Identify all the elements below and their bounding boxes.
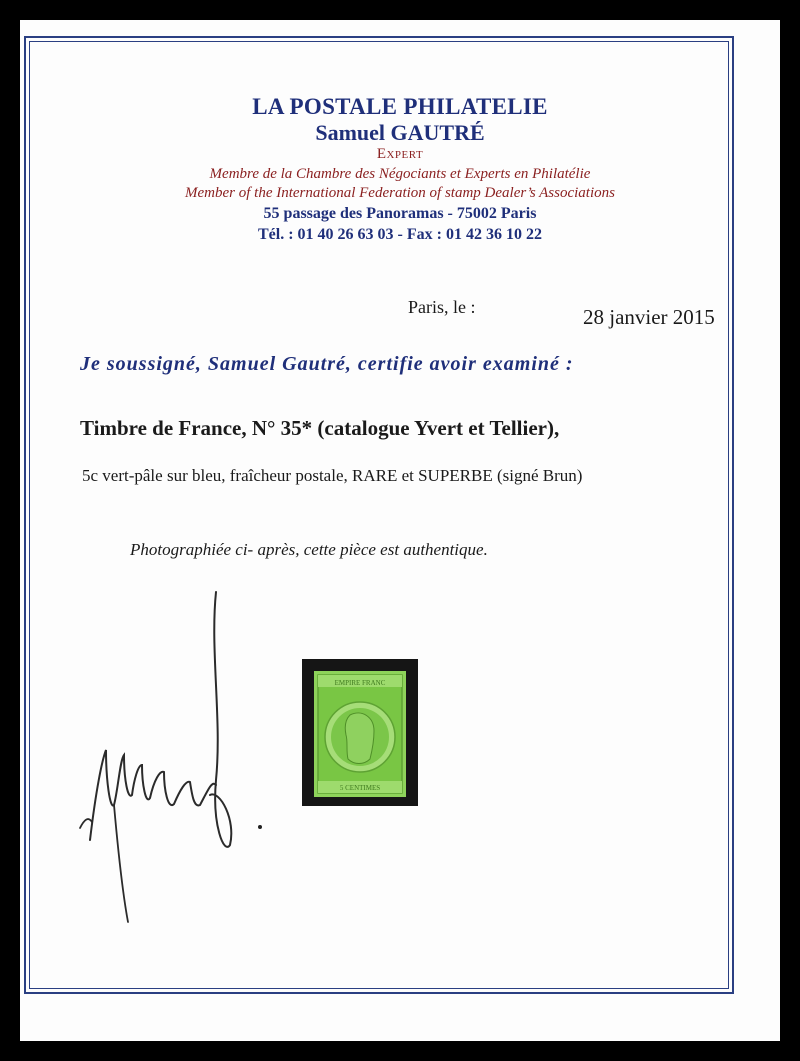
address: 55 passage des Panoramas - 75002 Paris bbox=[263, 205, 537, 222]
signature-dot bbox=[258, 825, 262, 829]
place-label: Paris, le : bbox=[408, 297, 476, 317]
membership-french: Membre de la Chambre des Négociants et Experts en Philatélie bbox=[209, 166, 591, 182]
stamp-top-inscription: EMPIRE FRANC bbox=[334, 679, 386, 687]
expert-title: Expert bbox=[376, 146, 424, 162]
stamp-description: 5c vert-pâle sur bleu, fraîcheur postale, RARE et SUPERBE (signé Brun) bbox=[82, 466, 583, 485]
signature bbox=[70, 590, 280, 925]
stamp-photo bbox=[302, 659, 418, 806]
expert-name: Samuel GAUTRÉ bbox=[315, 120, 485, 145]
certification-statement: Je soussigné, Samuel Gautré, certifie avoir examiné : bbox=[80, 353, 574, 375]
company-name: LA POSTALE PHILATELIE bbox=[252, 94, 548, 119]
authenticity-note: Photographiée ci- après, cette pièce est authentique. bbox=[130, 540, 488, 559]
membership-english: Member of the International Federation of stamp Dealer’s Associations bbox=[185, 185, 615, 201]
certificate-date: 28 janvier 2015 bbox=[583, 305, 715, 329]
stamp-title: Timbre de France, N° 35* (catalogue Yvert et Tellier), bbox=[80, 416, 560, 440]
contact-phone-fax: Tél. : 01 40 26 63 03 - Fax : 01 42 36 10 22 bbox=[258, 226, 542, 243]
stamp-bottom-inscription: 5 CENTIMES bbox=[339, 784, 381, 792]
